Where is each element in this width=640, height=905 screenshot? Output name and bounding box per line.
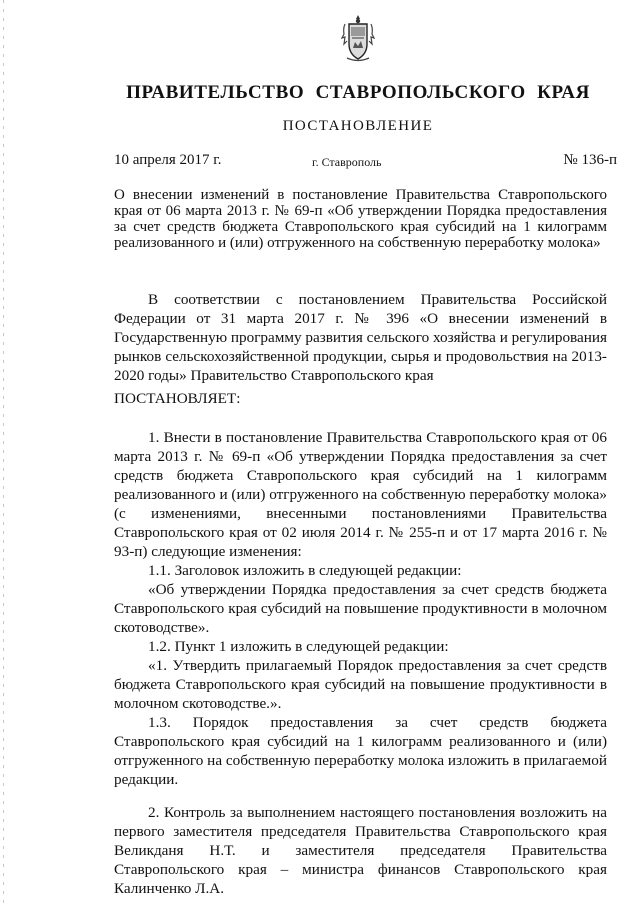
resolves-heading: ПОСТАНОВЛЯЕТ: (114, 390, 241, 407)
document-subject: О внесении изменений в постановление Правительства Ставропольского края от 06 марта 2013 г. № 69-п «Об утверждении Порядка предоставления за счет средств бюджета Ставропольского края субсидий на 1 килограмм реализованного и (или) отгруженного на собственную переработку молока» (114, 187, 607, 251)
item-1-2: 1.2. Пункт 1 изложить в следующей редакции: (148, 638, 449, 655)
government-title: ПРАВИТЕЛЬСТВО СТАВРОПОЛЬСКОГО КРАЯ (126, 82, 590, 103)
item-1-2-text: «1. Утвердить прилагаемый Порядок предоставления за счет средств бюджета Ставропольского края субсидий на повышение продуктивности в молочном скотоводстве.». (114, 657, 607, 712)
scan-edge-marks (3, 0, 4, 905)
document-date: 10 апреля 2017 г. (114, 152, 222, 168)
preamble-text: В соответствии с постановлением Правительства Российской Федерации от 31 марта 2017 г. № 396 «О внесении изменений в Государственную программу развития сельского хозяйства и регулирования рынков сельскохозяйственной продукции, сырья и продовольствия на 2013-2020 годы» Правительство Ставропольского края (114, 291, 607, 384)
item-1: 1. Внести в постановление Правительства Ставропольского края от 06 марта 2013 г. № 69-п «Об утверждении Порядка предоставления за счет средств бюджета Ставропольского края субсидий на 1 килограмм реализованного и (или) отгруженного на собственную переработку молока» (с изменениями, внесенными постановлениями Правительства Ставропольского края от 02 июля 2014 г. № 255-п и от 17 марта 2016 г. № 93-п) следующие изменения: (114, 429, 607, 560)
preamble-paragraph (114, 290, 607, 385)
item-1-1: 1.1. Заголовок изложить в следующей редакции: (148, 562, 462, 579)
document-number: № 136-п (563, 152, 617, 168)
document-type: ПОСТАНОВЛЕНИЕ (282, 118, 434, 134)
item-1-3: 1.3. Порядок предоставления за счет средств бюджета Ставропольского края субсидий на 1 килограмм реализованного и (или) отгруженного на собственную переработку молока изложить в прилагаемой редакции. (114, 714, 607, 788)
paragraph-gap (114, 789, 607, 803)
document-city: г. Ставрополь (312, 155, 382, 169)
item-1-1-text: «Об утверждении Порядка предоставления за счет средств бюджета Ставропольского края субсидий на повышение продуктивности в молочном скотоводстве». (114, 581, 607, 636)
item-2: 2. Контроль за выполнением настоящего постановления возложить на первого заместителя председателя Правительства Ставропольского края Великданя Н.Т. и заместителя председателя Правительства Ставропольского края – министра финансов Ставропольского края Калинченко Л.А. (114, 804, 607, 897)
resolution-items (114, 428, 607, 898)
coat-of-arms-icon (341, 14, 375, 64)
